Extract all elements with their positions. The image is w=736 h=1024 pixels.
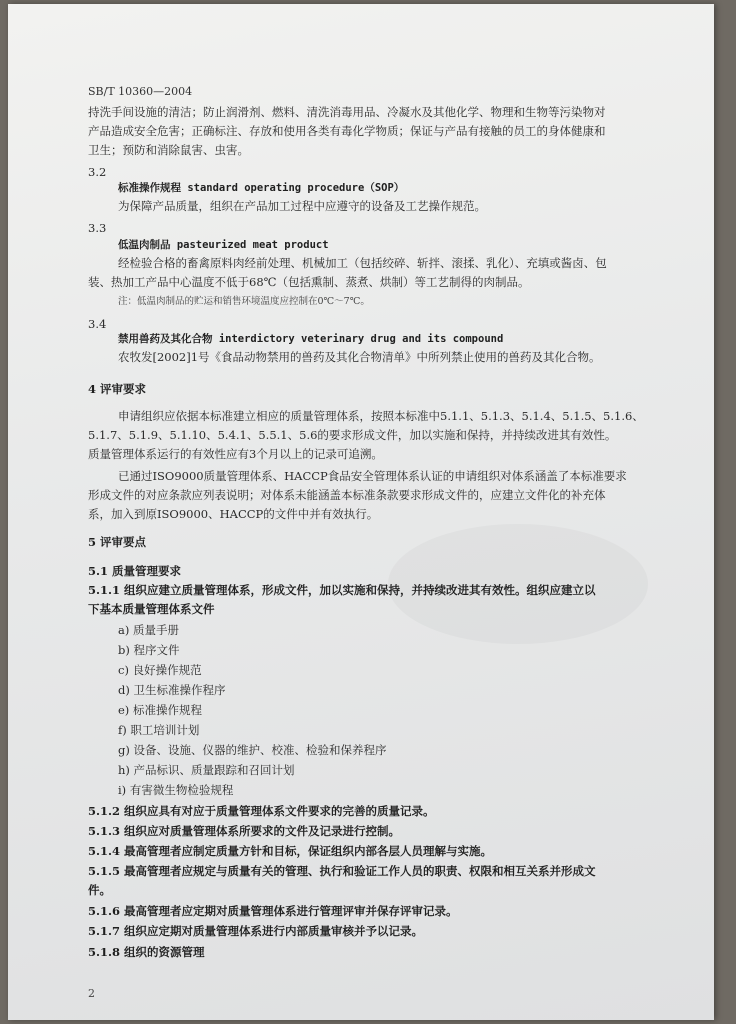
clause-text: 5.1.2 组织应具有对应于质量管理体系文件要求的完善的质量记录。 [88, 804, 435, 818]
list-item: h) 产品标识、质量跟踪和召回计划 [118, 763, 295, 777]
document-header: SB/T 10360—2004 [88, 85, 193, 98]
list-item: g) 设备、设施、仪器的维护、校准、检验和保养程序 [118, 743, 387, 757]
text-line: 卫生；预防和消除鼠害、虫害。 [88, 143, 249, 157]
term-title: 低温肉制品 pasteurized meat product [118, 239, 329, 251]
clause-text: 件。 [88, 883, 111, 897]
clause-text: 5.1.7 组织应定期对质量管理体系进行内部质量审核并予以记录。 [88, 924, 424, 938]
term-definition: 为保障产品质量，组织在产品加工过程中应遵守的设备及工艺操作规范。 [118, 199, 486, 213]
text-line: 已通过ISO9000质量管理体系、HACCP食品安全管理体系认证的申请组织对体系涵盖了本标准要求 [118, 469, 627, 483]
document-page [8, 4, 714, 1020]
text-line: 系，加入到原ISO9000、HACCP的文件中并有效执行。 [88, 507, 379, 521]
text-line: 5.1.7、5.1.9、5.1.10、5.4.1、5.5.1、5.6的要求形成文件，加以实施和保持，并持续改进其有效性。 [88, 428, 617, 442]
clause-text: 5.1.3 组织应对质量管理体系所要求的文件及记录进行控制。 [88, 824, 401, 838]
subsection-heading: 5.1 质量管理要求 [88, 564, 182, 578]
section-number: 3.4 [88, 317, 107, 331]
list-item: i) 有害微生物检验规程 [118, 783, 234, 797]
list-item: a) 质量手册 [118, 623, 179, 637]
text-line: 形成文件的对应条款应列表说明；对体系未能涵盖本标准条款要求形成文件的，应建立文件化的补充体 [88, 488, 606, 502]
note: 注：低温肉制品的贮运和销售环境温度应控制在0℃～7℃。 [118, 296, 370, 307]
clause-text: 5.1.5 最高管理者应规定与质量有关的管理、执行和验证工作人员的职责、权限和相互关系并形成文 [88, 864, 596, 878]
clause-text: 5.1.1 组织应建立质量管理体系，形成文件，加以实施和保持，并持续改进其有效性。组织应建立以 [88, 583, 596, 597]
term-definition: 经检验合格的畜禽原料肉经前处理、机械加工（包括绞碎、斩拌、滚揉、乳化）、充填或酱卤、包 [118, 256, 607, 270]
list-item: f) 职工培训计划 [118, 723, 200, 737]
term-definition: 装、热加工产品中心温度不低于68℃（包括熏制、蒸煮、烘制）等工艺制得的肉制品。 [88, 275, 530, 289]
list-item: e) 标准操作规程 [118, 703, 202, 717]
section-heading: 5 评审要点 [88, 535, 147, 549]
clause-text: 5.1.4 最高管理者应制定质量方针和目标，保证组织内部各层人员理解与实施。 [88, 844, 493, 858]
clause-text: 下基本质量管理体系文件 [88, 602, 215, 616]
term-definition: 农牧发[2002]1号《食品动物禁用的兽药及其化合物清单》中所列禁止使用的兽药及其化合物。 [118, 350, 601, 364]
page-number: 2 [88, 987, 95, 1000]
section-heading: 4 评审要求 [88, 382, 147, 396]
list-item: d) 卫生标准操作程序 [118, 683, 226, 697]
section-number: 3.3 [88, 221, 107, 235]
text-line: 质量管理体系运行的有效性应有3个月以上的记录可追溯。 [88, 447, 383, 461]
term-title: 禁用兽药及其化合物 interdictory veterinary drug and its compound [118, 333, 504, 345]
clause-text: 5.1.6 最高管理者应定期对质量管理体系进行管理评审并保存评审记录。 [88, 904, 458, 918]
text-line: 产品造成安全危害；正确标注、存放和使用各类有毒化学物质；保证与产品有接触的员工的身体健康和 [88, 124, 606, 138]
clause-text: 5.1.8 组织的资源管理 [88, 945, 205, 959]
section-number: 3.2 [88, 165, 107, 179]
list-item: b) 程序文件 [118, 643, 180, 657]
text-line: 持洗手间设施的清洁；防止润滑剂、燃料、清洗消毒用品、冷凝水及其他化学、物理和生物等污染物对 [88, 105, 606, 119]
term-title: 标准操作规程 standard operating procedure（SOP） [118, 182, 405, 194]
text-line: 申请组织应依据本标准建立相应的质量管理体系，按照本标准中5.1.1、5.1.3、5.1.4、5.1.5、5.1.6、 [118, 409, 644, 423]
list-item: c) 良好操作规范 [118, 663, 202, 677]
